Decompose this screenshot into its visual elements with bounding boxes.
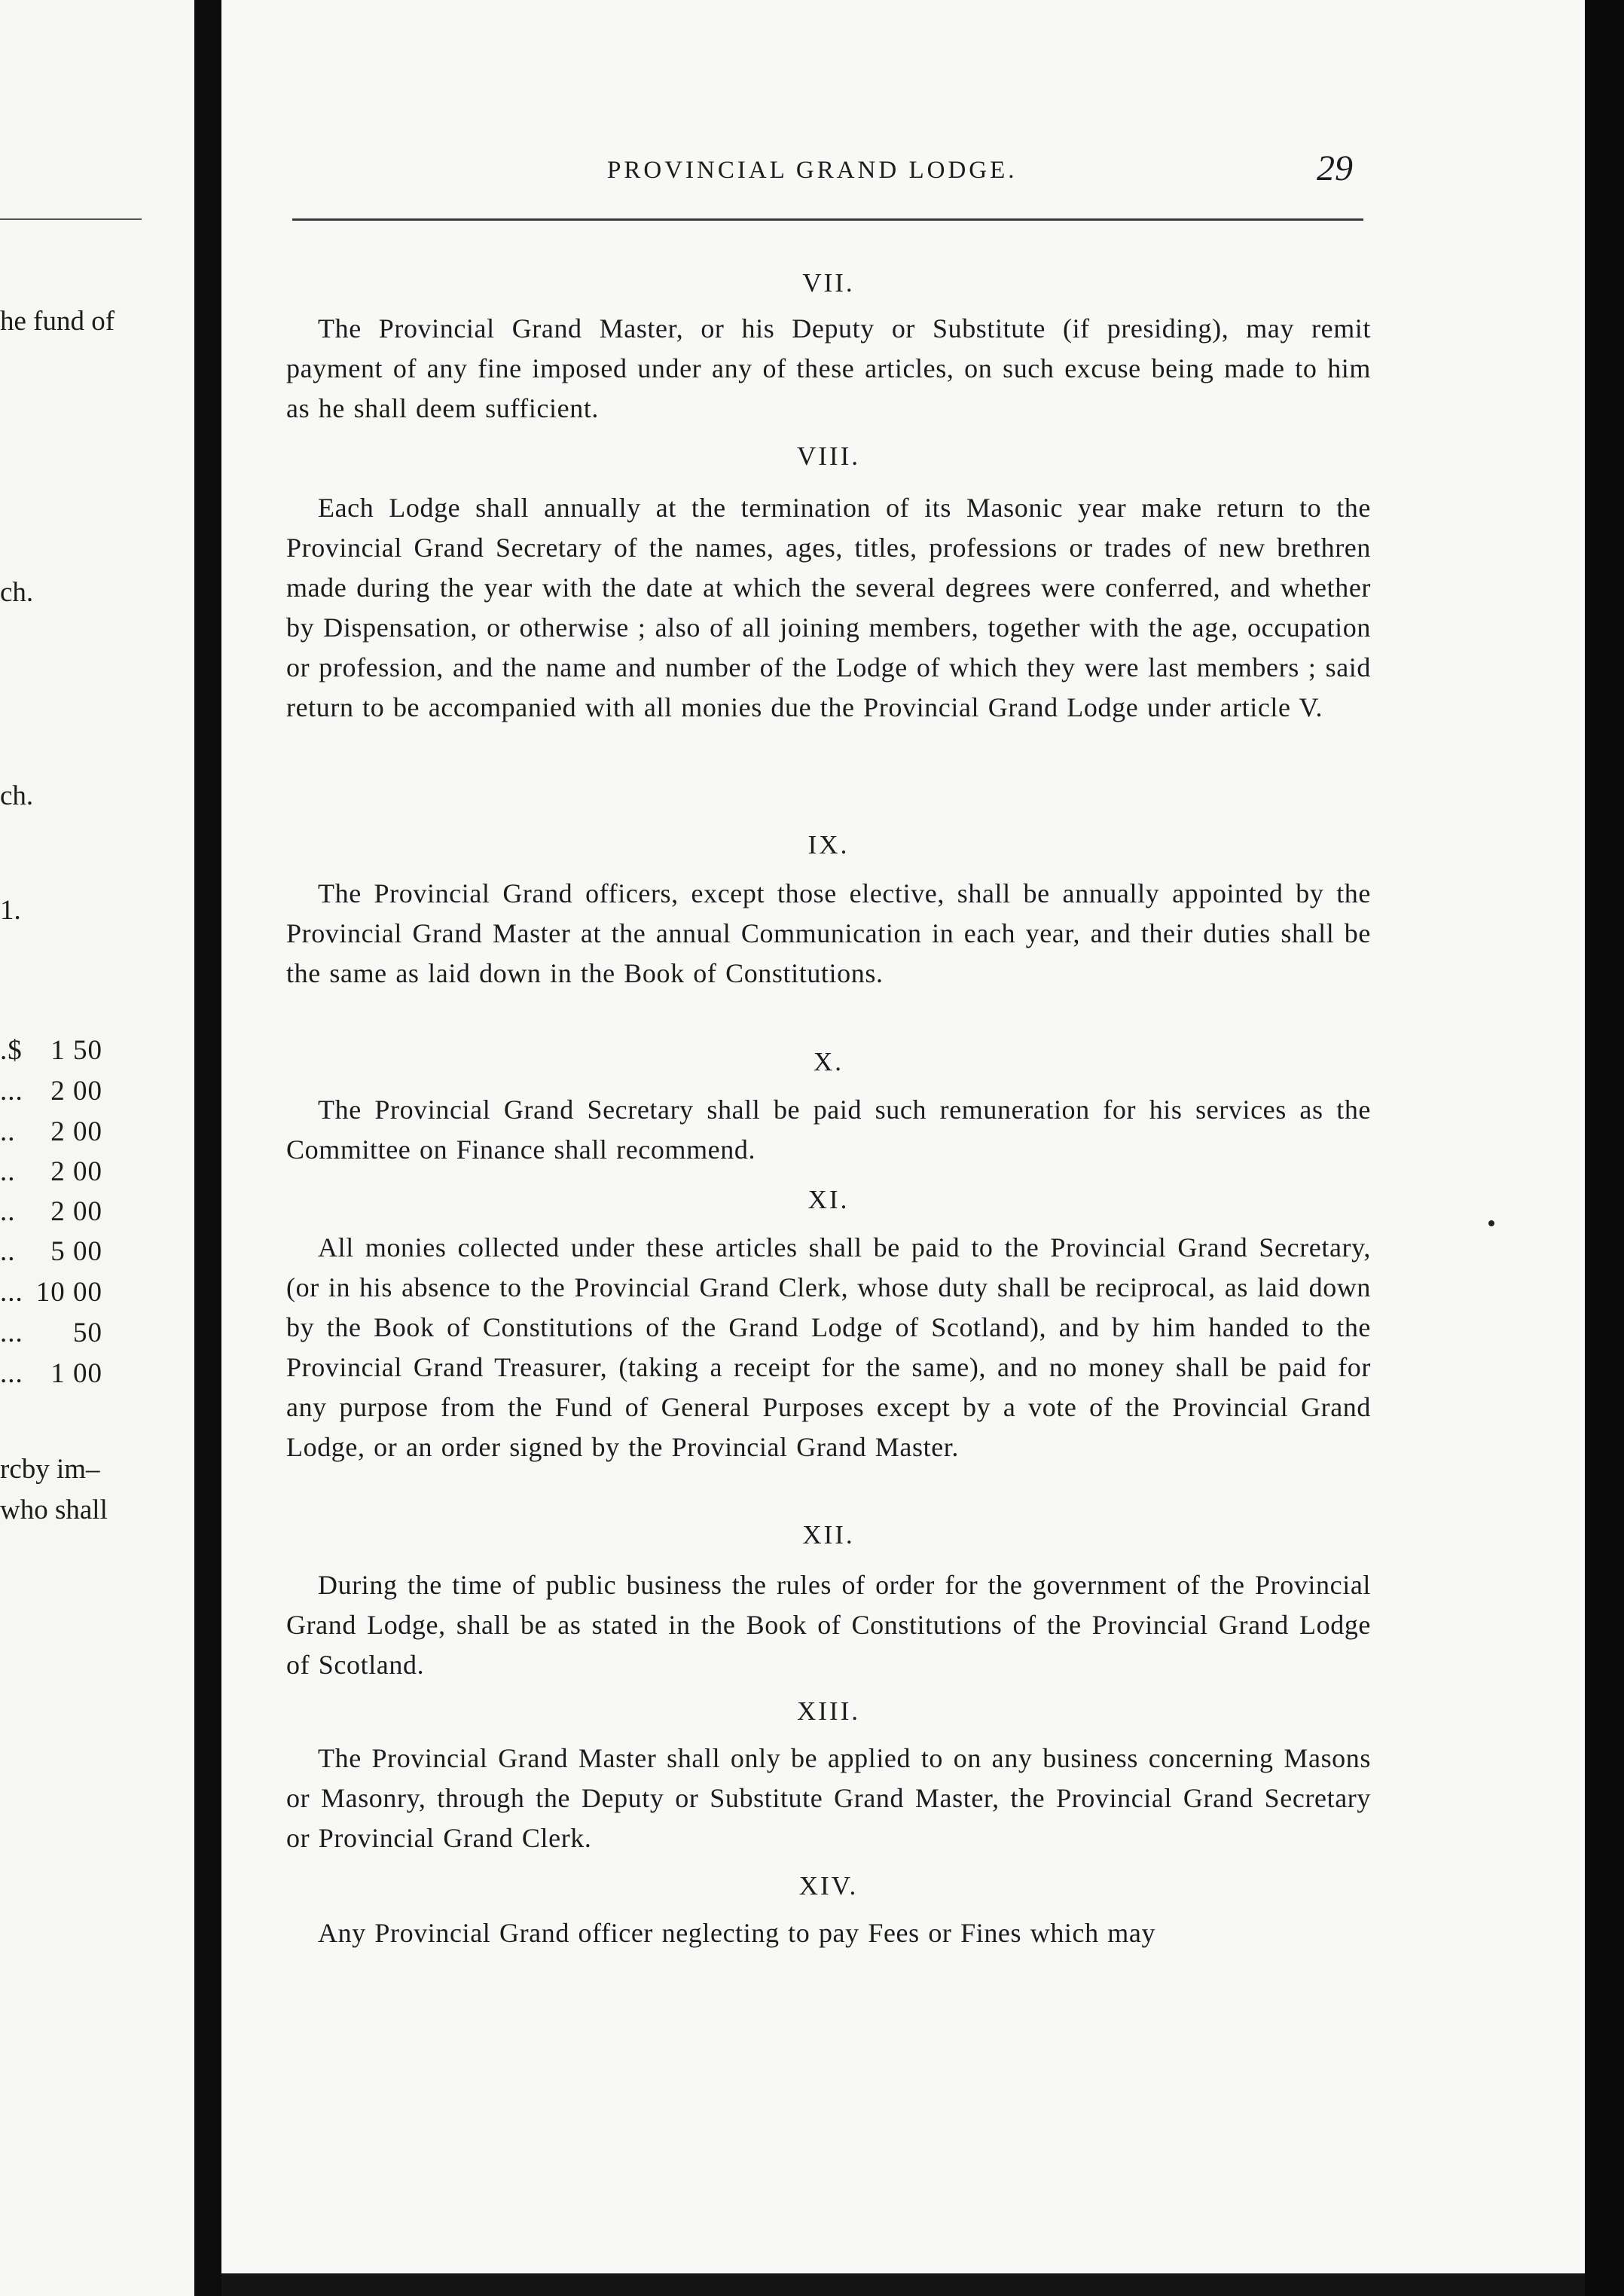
left-fragment: 1. <box>0 895 21 926</box>
fee-lead: .. <box>0 1116 16 1147</box>
fee-row <box>0 1037 102 1064</box>
fee-lead: .. <box>0 1156 16 1187</box>
fee-amount: 1 50 <box>50 1035 102 1066</box>
article-text: The Provincial Grand Secretary shall be paid such remuneration for his services as the Committee on Finance shall recommend. <box>286 1095 1371 1165</box>
fee-amount: 2 00 <box>50 1196 102 1227</box>
fee-amount: 2 00 <box>50 1156 102 1187</box>
fee-lead: .$ <box>0 1035 23 1066</box>
left-fragment: who shall <box>0 1495 108 1525</box>
fee-lead: .. <box>0 1196 16 1227</box>
fee-amount: 5 00 <box>50 1236 102 1267</box>
article-number: XIV. <box>798 1871 859 1901</box>
fee-lead: ... <box>0 1358 23 1389</box>
fee-row <box>0 1238 102 1266</box>
article-text: Each Lodge shall annually at the termination of its Masonic year make return to the Provincial Grand Secretary of the names, ages, titles, professions or trades of new brethren made during the year with the date at which the several degrees were conferred, and whether by Dispensation, or otherwise ; also of all joining members, together with the age, occupation or profession, and the name and number of the Lodge of which they were last members ; said return to be accompanied with all monies due the Provincial Grand Lodge under article V. <box>286 493 1371 722</box>
article-number: XII. <box>802 1520 855 1549</box>
left-fragment: he fund of <box>0 306 115 337</box>
fee-row <box>0 1198 102 1226</box>
page-number: 29 <box>1317 148 1353 188</box>
article-text: During the time of public business the rules of order for the government of the Provincial Grand Lodge, shall be as stated in the Book of Constitutions of the Provincial Grand Lodge of Scotland. <box>286 1570 1371 1680</box>
fee-amount: 2 00 <box>50 1116 102 1147</box>
fee-row <box>0 1077 102 1105</box>
ink-speck <box>1488 1220 1494 1226</box>
fee-amount: 2 00 <box>50 1076 102 1107</box>
article-number: XI. <box>807 1185 850 1214</box>
fee-row <box>0 1158 102 1186</box>
article-number: VIII. <box>797 441 860 471</box>
fee-row <box>0 1319 102 1347</box>
article-text: Any Provincial Grand officer neglecting to pay Fees or Fines which may <box>318 1918 1156 1948</box>
article-text: The Provincial Grand Master, or his Deputy or Substitute (if presiding), may remit payment of any fine imposed under any of these articles, on such excuse being made to him as he shall deem sufficient. <box>286 313 1371 423</box>
fee-row <box>0 1278 102 1306</box>
article-number: IX. <box>807 830 850 859</box>
fee-row <box>0 1360 102 1388</box>
left-fragment: rcby im– <box>0 1454 100 1485</box>
article-number: VII. <box>802 268 855 298</box>
article-text: All monies collected under these articles shall be paid to the Provincial Grand Secretary, (or in his absence to the Provincial Grand Clerk, whose duty shall be reciprocal, as laid down by the Book of Constitutions of the Grand Lodge of Scotland), and by him handed to the Provincial Grand Treasurer, (taking a receipt for the same), and no money shall be paid for any purpose from the Fund of General Purposes except by a vote of the Provincial Grand Lodge, or an order signed by the Provincial Grand Master. <box>286 1232 1371 1462</box>
fee-lead: ... <box>0 1076 23 1107</box>
binding-gutter <box>194 0 221 2296</box>
running-head: PROVINCIAL GRAND LODGE. <box>607 157 1018 184</box>
fee-lead: ... <box>0 1277 23 1308</box>
left-page <box>0 0 194 2296</box>
article-number: X. <box>813 1047 844 1076</box>
fee-amount: 1 00 <box>50 1358 102 1389</box>
article-text: The Provincial Grand Master shall only be applied to on any business concerning Masons or Masonry, through the Deputy or Substitute Grand Master, the Provincial Grand Secretary or Provincial Grand Clerk. <box>286 1743 1371 1853</box>
fee-row <box>0 1118 102 1146</box>
scan-border <box>1585 0 1624 2296</box>
article-text: The Provincial Grand officers, except those elective, shall be annually appointed by the Provincial Grand Master at the annual Communication in each year, and their duties shall be the same as laid down in the Book of Constitutions. <box>286 878 1371 988</box>
fee-amount: 10 00 <box>35 1277 102 1308</box>
fee-amount: 50 <box>73 1317 102 1348</box>
article-number: XIII. <box>797 1696 860 1726</box>
fee-lead: ... <box>0 1317 23 1348</box>
left-fragment: ch. <box>0 577 34 608</box>
header-rule <box>292 218 1363 221</box>
fee-lead: .. <box>0 1236 16 1267</box>
left-fragment: ch. <box>0 780 34 811</box>
left-header-rule <box>0 218 142 220</box>
